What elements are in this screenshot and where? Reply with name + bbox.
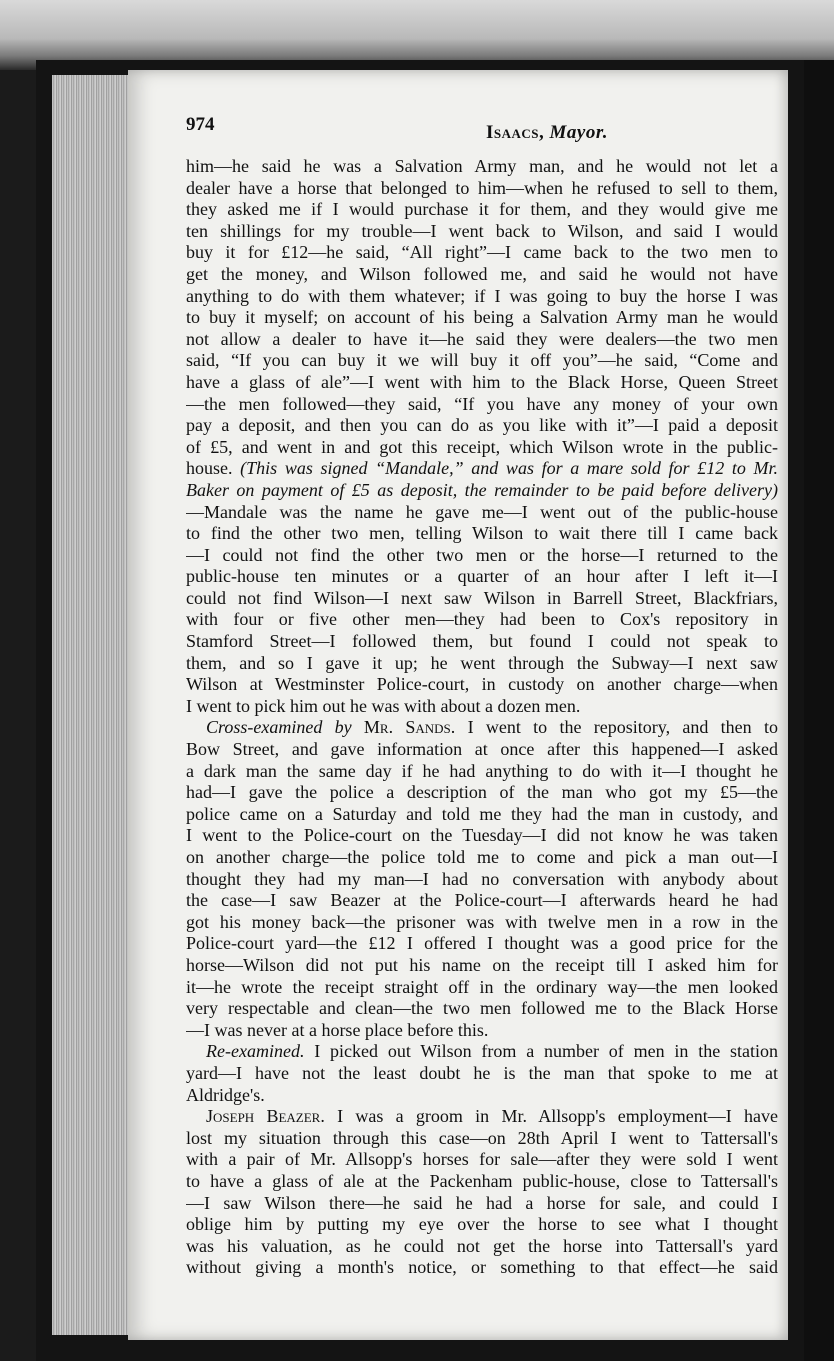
- text-line: without giving a month's notice, or something to that effect—he said: [186, 1257, 778, 1278]
- text-line: very respectable and clean—the two men followed me to the Black Horse: [186, 998, 778, 1019]
- text-line: they asked me if I would purchase it for them, and they would give me: [186, 199, 778, 220]
- text-line: Aldridge's.: [186, 1084, 265, 1105]
- re-examined-label: Re-examined.: [206, 1041, 305, 1062]
- text-line: buy it for £12—he said, “All right”—I came back to the two men to: [186, 242, 778, 263]
- text-line: a dark man the same day if he had anything to do with it—I thought he: [186, 760, 778, 781]
- text-line: [186, 717, 778, 739]
- text-line: get the money, and Wilson followed me, and said he would not have: [186, 263, 778, 284]
- text-line: ten shillings for my trouble—I went back to Wilson, and said I would: [186, 220, 778, 241]
- text-line: him—he said he was a Salvation Army man, and he would not let a: [186, 156, 778, 176]
- receipt-note: (This was signed “Mandale,” and was for a mare sold for £12 to Mr.: [240, 458, 778, 479]
- text-line: anything to do with them whatever; if I was going to buy the horse I was: [186, 285, 778, 306]
- running-head-office: Mayor.: [549, 122, 608, 143]
- page-edges: [52, 75, 132, 1335]
- text-line: dealer have a horse that belonged to him—when he refused to sell to them,: [186, 177, 778, 198]
- text-line: said, “If you can buy it we will buy it off you”—he said, “Come and: [186, 350, 778, 371]
- text-line: had—I gave the police a description of the man who got my £5—the: [186, 782, 778, 803]
- text-line: it—he wrote the receipt straight off in the ordinary way—the men looked: [186, 976, 778, 997]
- text-line: Baker on payment of £5 as deposit, the remainder to be paid before delivery): [186, 479, 778, 500]
- scanner-edge: [804, 60, 834, 1361]
- text-line: —Mandale was the name he gave me—I went out of the public-house: [186, 501, 778, 522]
- text-line: [186, 1106, 778, 1128]
- text-line: Police-court yard—the £12 I offered I thought was a good price for the: [186, 933, 778, 954]
- page-number: 974: [186, 114, 215, 135]
- text-line: thought they had my man—I had no conversation with anybody about: [186, 868, 778, 889]
- text-line: was his valuation, as he could not get the horse into Tattersall's yard: [186, 1235, 778, 1256]
- text-line: on another charge—the police told me to come and pick a man out—I: [186, 847, 778, 867]
- text-fragment: house.: [186, 458, 241, 479]
- text-line: Bow Street, and gave information at once after this happened—I asked: [186, 739, 778, 760]
- text-line: to buy it myself; on account of his being a Salvation Army man he would: [186, 307, 778, 328]
- text-line: horse—Wilson did not put his name on the receipt till I asked him for: [186, 954, 778, 975]
- text-line: [186, 458, 778, 480]
- text-line: —I could not find the other two men or the horse—I returned to the: [186, 544, 778, 565]
- text-line: got his money back—the prisoner was with twelve men in a row in the: [186, 911, 778, 932]
- counsel-name: Mr. Sands.: [363, 717, 456, 738]
- text-fragment: I picked out Wilson from a number of men in the station: [304, 1041, 778, 1062]
- text-line: with four or five other men—they had been to Cox's repository in: [186, 609, 778, 630]
- text-line: pay a deposit, and then you can do as you like with it”—I paid a deposit: [186, 415, 778, 436]
- page-body: [186, 156, 778, 1279]
- text-line: I went to pick him out he was with about a dozen men.: [186, 695, 581, 716]
- cross-examined-label: Cross-examined by: [206, 717, 364, 738]
- text-line: [186, 1041, 778, 1063]
- text-line: them, and so I gave it up; he went through the Subway—I next saw: [186, 652, 778, 673]
- text-line: —I was never at a horse place before this.: [186, 1019, 489, 1040]
- running-head: Isaacs, Mayor.: [486, 122, 608, 143]
- text-line: to have a glass of ale at the Packenham public-house, close to Tattersall's: [186, 1170, 778, 1191]
- text-line: Stamford Street—I followed them, but found I could not speak to: [186, 631, 778, 652]
- text-line: I went to the Police-court on the Tuesday—I did not know he was taken: [186, 825, 778, 846]
- text-line: police came on a Saturday and told me they had the man in custody, and: [186, 803, 778, 824]
- text-line: the case—I saw Beazer at the Police-court—I afterwards heard he had: [186, 890, 778, 911]
- text-line: —I saw Wilson there—he said he had a horse for sale, and could I: [186, 1192, 778, 1213]
- text-line: not allow a dealer to have it—he said they were dealers—the two men: [186, 328, 778, 349]
- text-line: lost my situation through this case—on 28th April I went to Tattersall's: [186, 1127, 778, 1148]
- text-line: have a glass of ale”—I went with him to the Black Horse, Queen Street: [186, 371, 778, 392]
- page-header: [186, 108, 776, 143]
- text-line: with a pair of Mr. Allsopp's horses for sale—after they were sold I went: [186, 1149, 778, 1170]
- text-line: could not find Wilson—I next saw Wilson in Barrell Street, Blackfriars,: [186, 587, 778, 608]
- witness-name: Joseph Beazer.: [206, 1106, 325, 1127]
- text-line: —the men followed—they said, “If you have any money of your own: [186, 393, 778, 414]
- running-head-name: Isaacs: [486, 122, 540, 143]
- text-line: public-house ten minutes or a quarter of an hour after I left it—I: [186, 566, 778, 587]
- book-page: [128, 70, 788, 1340]
- text-line: Wilson at Westminster Police-court, in custody on another charge—when: [186, 674, 778, 695]
- text-line: yard—I have not the least doubt he is the man that spoke to me at: [186, 1062, 778, 1083]
- text-line: to find the other two men, telling Wilson to wait there till I came back: [186, 523, 778, 544]
- text-line: of £5, and went in and got this receipt, which Wilson wrote in the public-: [186, 436, 778, 457]
- text-line: oblige him by putting my eye over the horse to see what I thought: [186, 1214, 778, 1235]
- text-fragment: I was a groom in Mr. Allsopp's employment—I have: [324, 1106, 778, 1127]
- text-fragment: I went to the repository, and then to: [455, 717, 778, 738]
